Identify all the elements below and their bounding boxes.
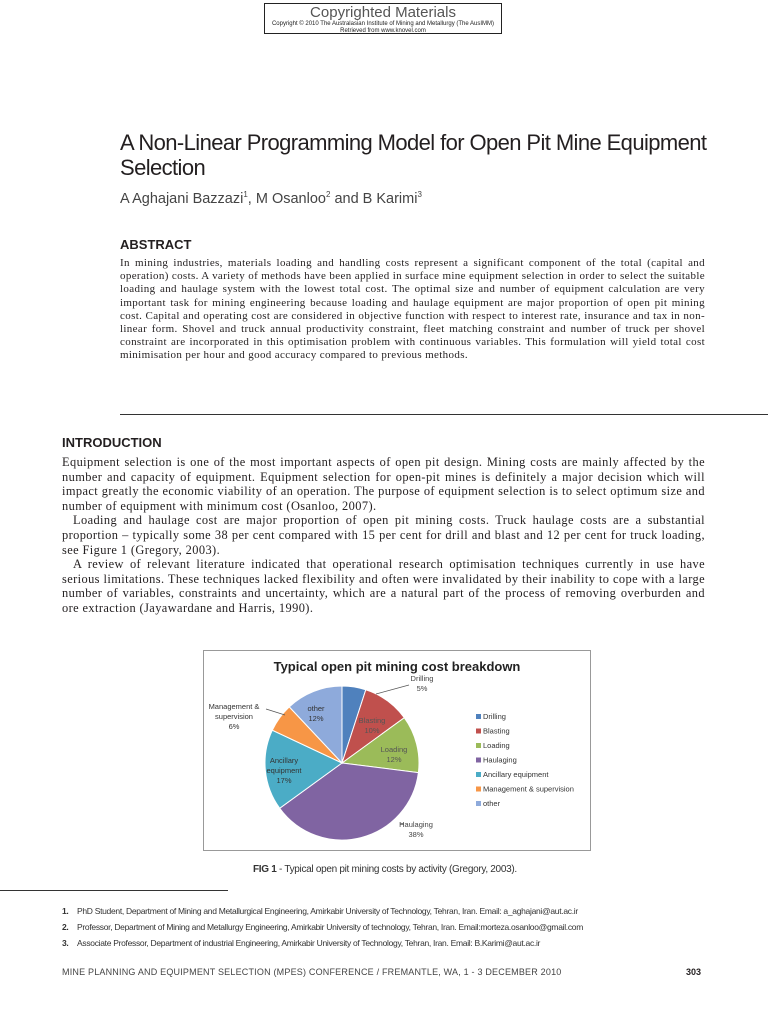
footnote-rule [0,890,228,891]
author-2: , M Osanloo [247,190,326,207]
legend-swatch [476,743,481,748]
footnote-text: Associate Professor, Department of industrial Engineering, Amirkabir University of Technology, Tehran, Iran. Email: B.Karimi@aut.ac.ir [77,938,541,948]
legend-swatch [476,801,481,806]
footnote-1 [62,903,742,919]
paragraph-2: Loading and haulage cost are major proportion of open pit mining costs. Truck haulage costs are a substantial proportion – typically some 38 per cent compared with 15 per cent for drill and blast and 12 per cent for truck loading, see Figure 1 (Gregory, 2003). [62,513,705,557]
footnote-number: 2. [62,922,69,932]
author-2-sup: 2 [325,190,331,199]
data-label-haulaging: Haulaging 38% [399,820,433,839]
author-3: and B Karimi [330,190,418,207]
legend-label: Blasting [483,726,510,736]
introduction-heading: INTRODUCTION [62,435,162,450]
legend-label: Drilling [483,712,506,721]
legend-label: Ancillary equipment [483,770,549,779]
data-label-management: Management & supervision 6% [208,702,260,731]
legend-swatch [476,787,481,792]
footnote-text: Professor, Department of Mining and Metallurgy Engineering, Amirkabir University of technology, Tehran, Iran. Email:morteza.osanloo@gmail.com [77,922,584,932]
copyright-banner [264,3,502,34]
copyright-line-1: Copyright © 2010 The Australasian Institute of Mining and Metallurgy (The AusIMM) [271,21,495,27]
copyright-line-2: Retrieved from www.knovel.com [340,27,426,34]
caption-number: FIG 1 [253,864,277,875]
footnote-3 [62,935,742,951]
data-label-blasting: Blasting 10% [358,716,386,735]
caption-text: - Typical open pit mining costs by activity (Gregory, 2003). [276,864,517,875]
data-label-loading: Loading 12% [380,745,408,764]
copyright-heading: Copyrighted Materials [310,4,456,21]
pie-chart-figure [203,650,591,851]
abstract-heading: ABSTRACT [120,237,192,252]
leader-line [376,685,409,694]
leader-line [266,709,285,715]
legend-swatch [476,772,481,777]
author-3-sup: 3 [417,190,422,199]
conference-footer: MINE PLANNING AND EQUIPMENT SELECTION (MPES) CONFERENCE / FREMANTLE, WA, 1 - 3 DECEMBER 2010 [62,967,562,977]
chart-title: Typical open pit mining cost breakdown [273,659,521,674]
legend-label: Management & supervision [483,784,574,794]
footnotes [62,903,742,951]
footnote-2 [62,919,742,935]
paper-title: A Non-Linear Programming Model for Open Pit Mine Equipment Selection [120,130,707,180]
legend-swatch [476,758,481,763]
legend-swatch [476,714,481,719]
divider-rule [120,414,768,415]
abstract-text: In mining industries, materials loading and handling costs represent a significant component of the total (capital and operation) costs. A variety of methods have been applied in surface mine equipment selection in order to select the suitable loading and haulage system with the lowest total cost. The optimal size and number of equipment calculation are very important task for mining engineering because loading and haulage equipment are major proportion of open pit mining cost. Capital and operating cost are considered in objective function with respect to interest rate, insurance and tax in non-linear form. Shovel and truck annual productivity constraint, fleet matching constraint and number of truck per shovel constraint are incorporated in this optimisation problem with continuous variables. This formulation will yield total cost minimisation per hour and good accuracy compared to previous methods. [120,257,705,362]
chart-legend [476,712,574,808]
legend-swatch [476,729,481,734]
pie-chart [204,651,590,850]
figure-caption [253,864,517,875]
legend-label: Loading [483,741,510,750]
data-label-drilling: Drilling 5% [410,674,434,693]
page-number: 303 [686,967,702,977]
footnote-text: PhD Student, Department of Mining and Metallurgical Engineering, Amirkabir University of Technology, Tehran, Iran. Email: a_aghajani@aut.ac.ir [77,906,578,916]
paragraph-3: A review of relevant literature indicated that operational research optimisation techniques currently in use have serious limitations. These techniques lacked flexibility and often were invalidated by their inability to cope with a large number of variables, constraints and uncertainty, which are a natural part of the process of removing overburden and ore extraction (Jayawardane and Harris, 1990). [62,557,705,615]
author-list [120,190,422,207]
legend-label: other [483,799,501,808]
paragraph-1: Equipment selection is one of the most important aspects of open pit design. Mining costs are mainly affected by the number and capacity of equipment. Equipment selection for open-pit mines is definitely a major decision which will impact greatly the economic viability of an operation. The purpose of equipment selection is to select optimum size and number of equipment with minimum cost (Osanloo, 2007). [62,455,705,513]
footnote-number: 1. [62,906,69,916]
legend-label: Haulaging [483,755,517,765]
data-label-other: other 12% [307,704,325,723]
author-1-sup: 1 [243,190,248,199]
data-label-ancillary: Ancillary equipment 17% [266,756,302,785]
author-1: A Aghajani Bazzazi [120,190,244,207]
introduction-body [62,455,705,616]
footnote-number: 3. [62,938,69,948]
